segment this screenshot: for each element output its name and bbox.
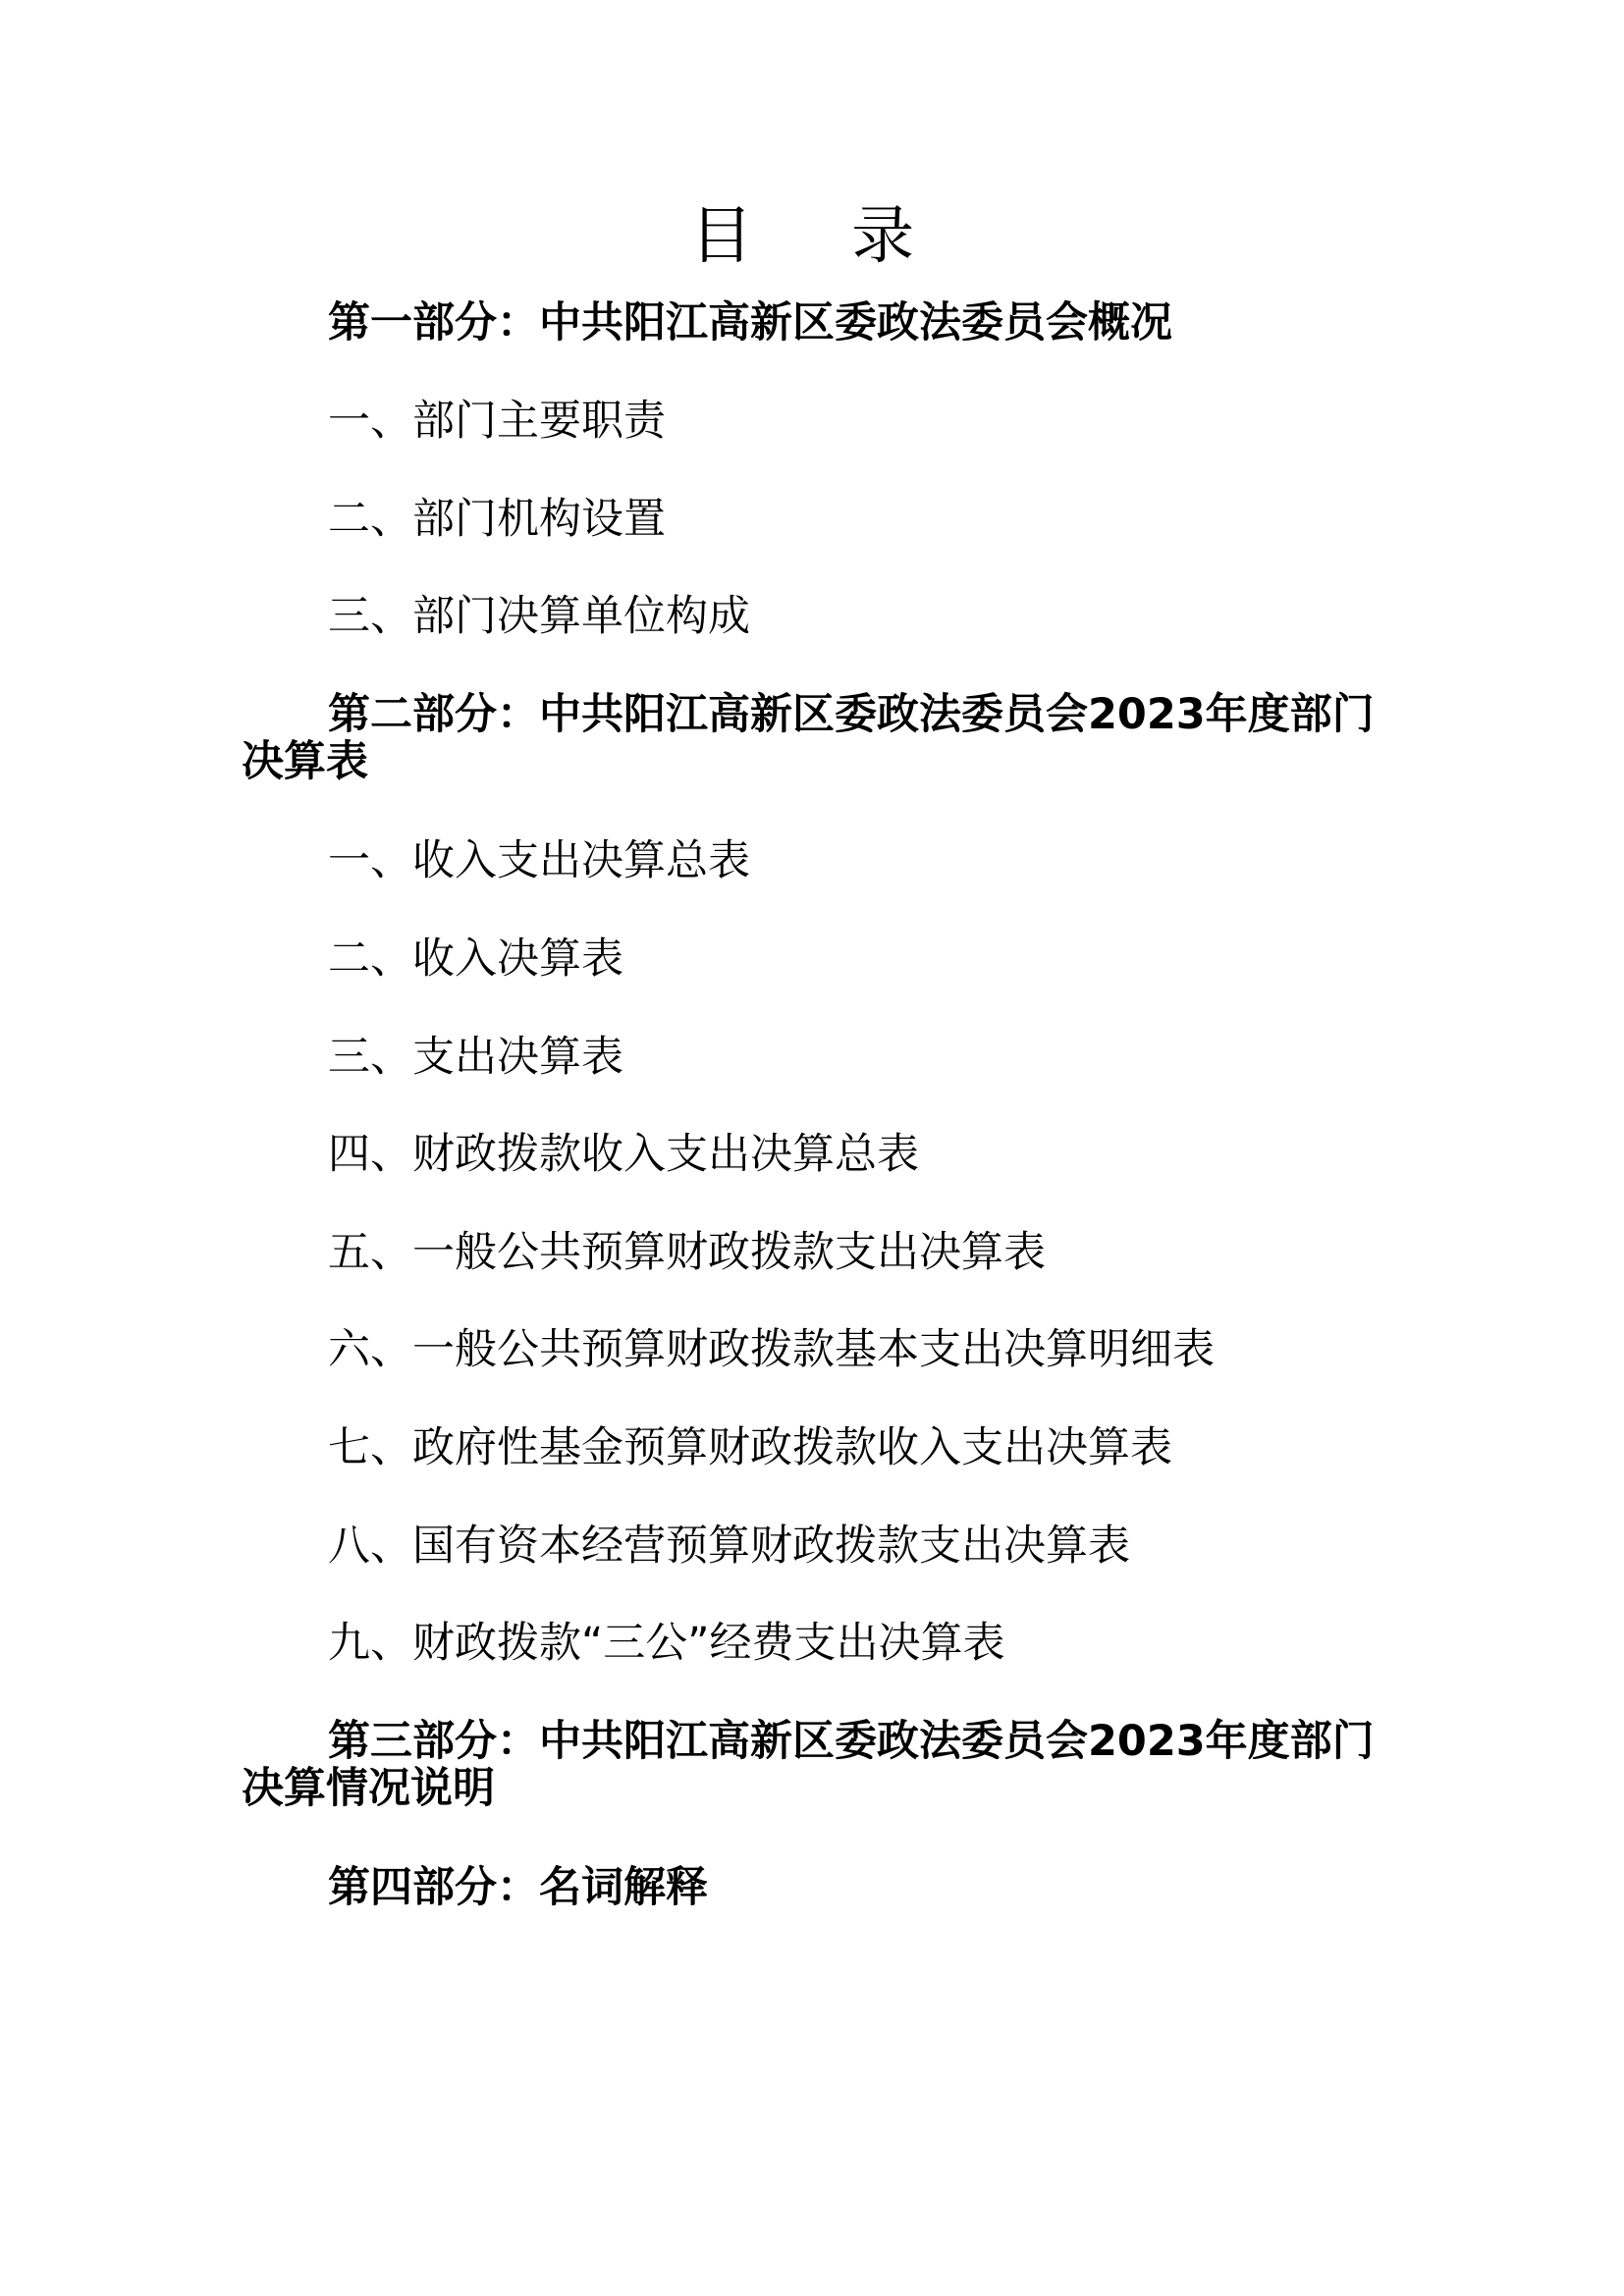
toc-item-2-6: 六、一般公共预算财政拨款基本支出决算明细表 — [328, 1325, 1215, 1374]
toc-item-2-8: 八、国有资本经营预算财政拨款支出决算表 — [328, 1522, 1130, 1571]
toc-item-2-1: 一、收入支出决算总表 — [328, 836, 750, 885]
toc-item-2-9: 九、财政拨款“三公”经费支出决算表 — [328, 1619, 1005, 1668]
toc-part-1: 第一部分：中共阳江高新区委政法委员会概况 — [328, 298, 1172, 347]
toc-part-2: 第二部分：中共阳江高新区委政法委员会2023年度部门决算表 — [242, 690, 1375, 786]
page-title: 目 录 — [689, 199, 954, 273]
toc-item-1-3: 三、部门决算单位构成 — [328, 592, 750, 641]
toc-item-1-2: 二、部门机构设置 — [328, 495, 666, 544]
toc-item-2-2: 二、收入决算表 — [328, 934, 623, 984]
toc-item-1-1: 一、部门主要职责 — [328, 397, 666, 446]
toc-part-4: 第四部分：名词解释 — [328, 1863, 708, 1912]
toc-item-2-4: 四、财政拨款收入支出决算总表 — [328, 1130, 919, 1179]
toc-item-2-3: 三、支出决算表 — [328, 1033, 623, 1082]
toc-item-2-5: 五、一般公共预算财政拨款支出决算表 — [328, 1228, 1046, 1277]
toc-part-3: 第三部分：中共阳江高新区委政法委员会2023年度部门决算情况说明 — [242, 1717, 1375, 1813]
toc-item-2-7: 七、政府性基金预算财政拨款收入支出决算表 — [328, 1423, 1172, 1472]
